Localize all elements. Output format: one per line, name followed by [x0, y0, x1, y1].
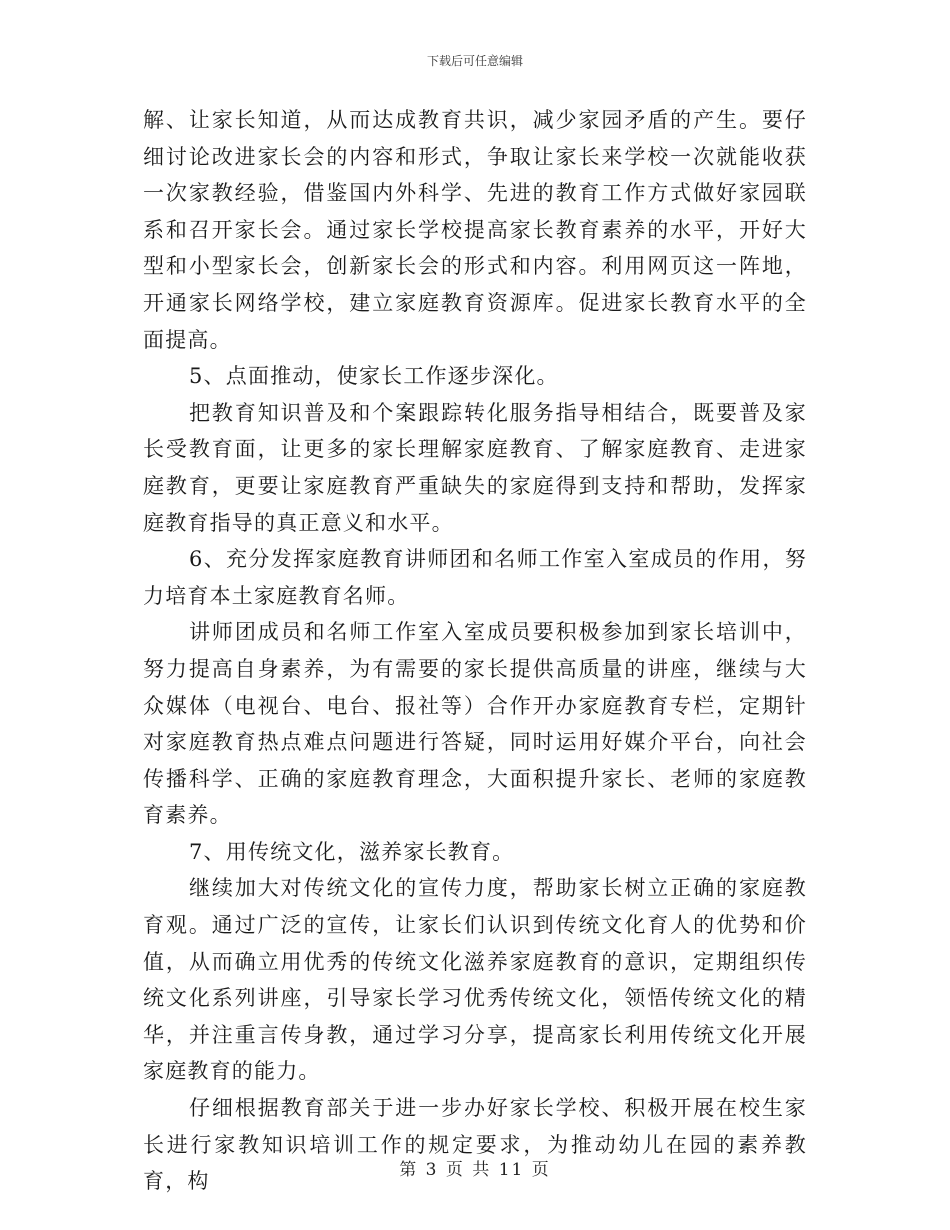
paragraph-5: 讲师团成员和名师工作室入室成员要积极参加到家长培训中，努力提高自身素养，为有需要的家长提供高质量的讲座，继续与大众媒体（电视台、电台、报社等）合作开办家庭教育专栏，定期针对家庭教育热点难点问题进行答疑，同时运用好媒介平台，向社会传播科学、正确的家庭教育理念，大面积提升家长、老师的家庭教育素养。	[143, 620, 807, 828]
paragraph-1: 解、让家长知道，从而达成教育共识，减少家园矛盾的产生。要仔细讨论改进家长会的内容和形式，争取让家长来学校一次就能收获一次家教经验，借鉴国内外科学、先进的教育工作方式做好家园联系和召开家长会。通过家长学校提高家长教育素养的水平，开好大型和小型家长会，创新家长会的形式和内容。利用网页这一阵地，开通家长网络学校，建立家庭教育资源库。促进家长教育水平的全面提高。	[143, 108, 807, 352]
paragraph-4-heading: 6、充分发挥家庭教育讲师团和名师工作室入室成员的作用，努力培育本土家庭教育名师。	[143, 547, 807, 608]
paragraph-6-heading: 7、用传统文化，滋养家长教育。	[189, 839, 515, 864]
page-number-footer: 第 3 页 共 11 页	[399, 1160, 551, 1180]
paragraph-8: 仔细根据教育部关于进一步办好家长学校、积极开展在校生家长进行家教知识培训工作的规定要求，为推动幼儿在园的素养教育，构	[143, 1096, 807, 1194]
document-body	[143, 102, 807, 1200]
page-header: 下载后可任意编辑	[426, 54, 523, 68]
paragraph-2-heading: 5、点面推动，使家长工作逐步深化。	[189, 364, 559, 389]
paragraph-3: 把教育知识普及和个案跟踪转化服务指导相结合，既要普及家长受教育面，让更多的家长理解家庭教育、了解家庭教育、走进家庭教育，更要让家庭教育严重缺失的家庭得到支持和帮助，发挥家庭教育指导的真正意义和水平。	[143, 400, 807, 535]
paragraph-7: 继续加大对传统文化的宣传力度，帮助家长树立正确的家庭教育观。通过广泛的宣传，让家长们认识到传统文化育人的优势和价值，从而确立用优秀的传统文化滋养家庭教育的意识，定期组织传统文化系列讲座，引导家长学习优秀传统文化，领悟传统文化的精华，并注重言传身教，通过学习分享，提高家长利用传统文化开展家庭教育的能力。	[143, 876, 807, 1084]
